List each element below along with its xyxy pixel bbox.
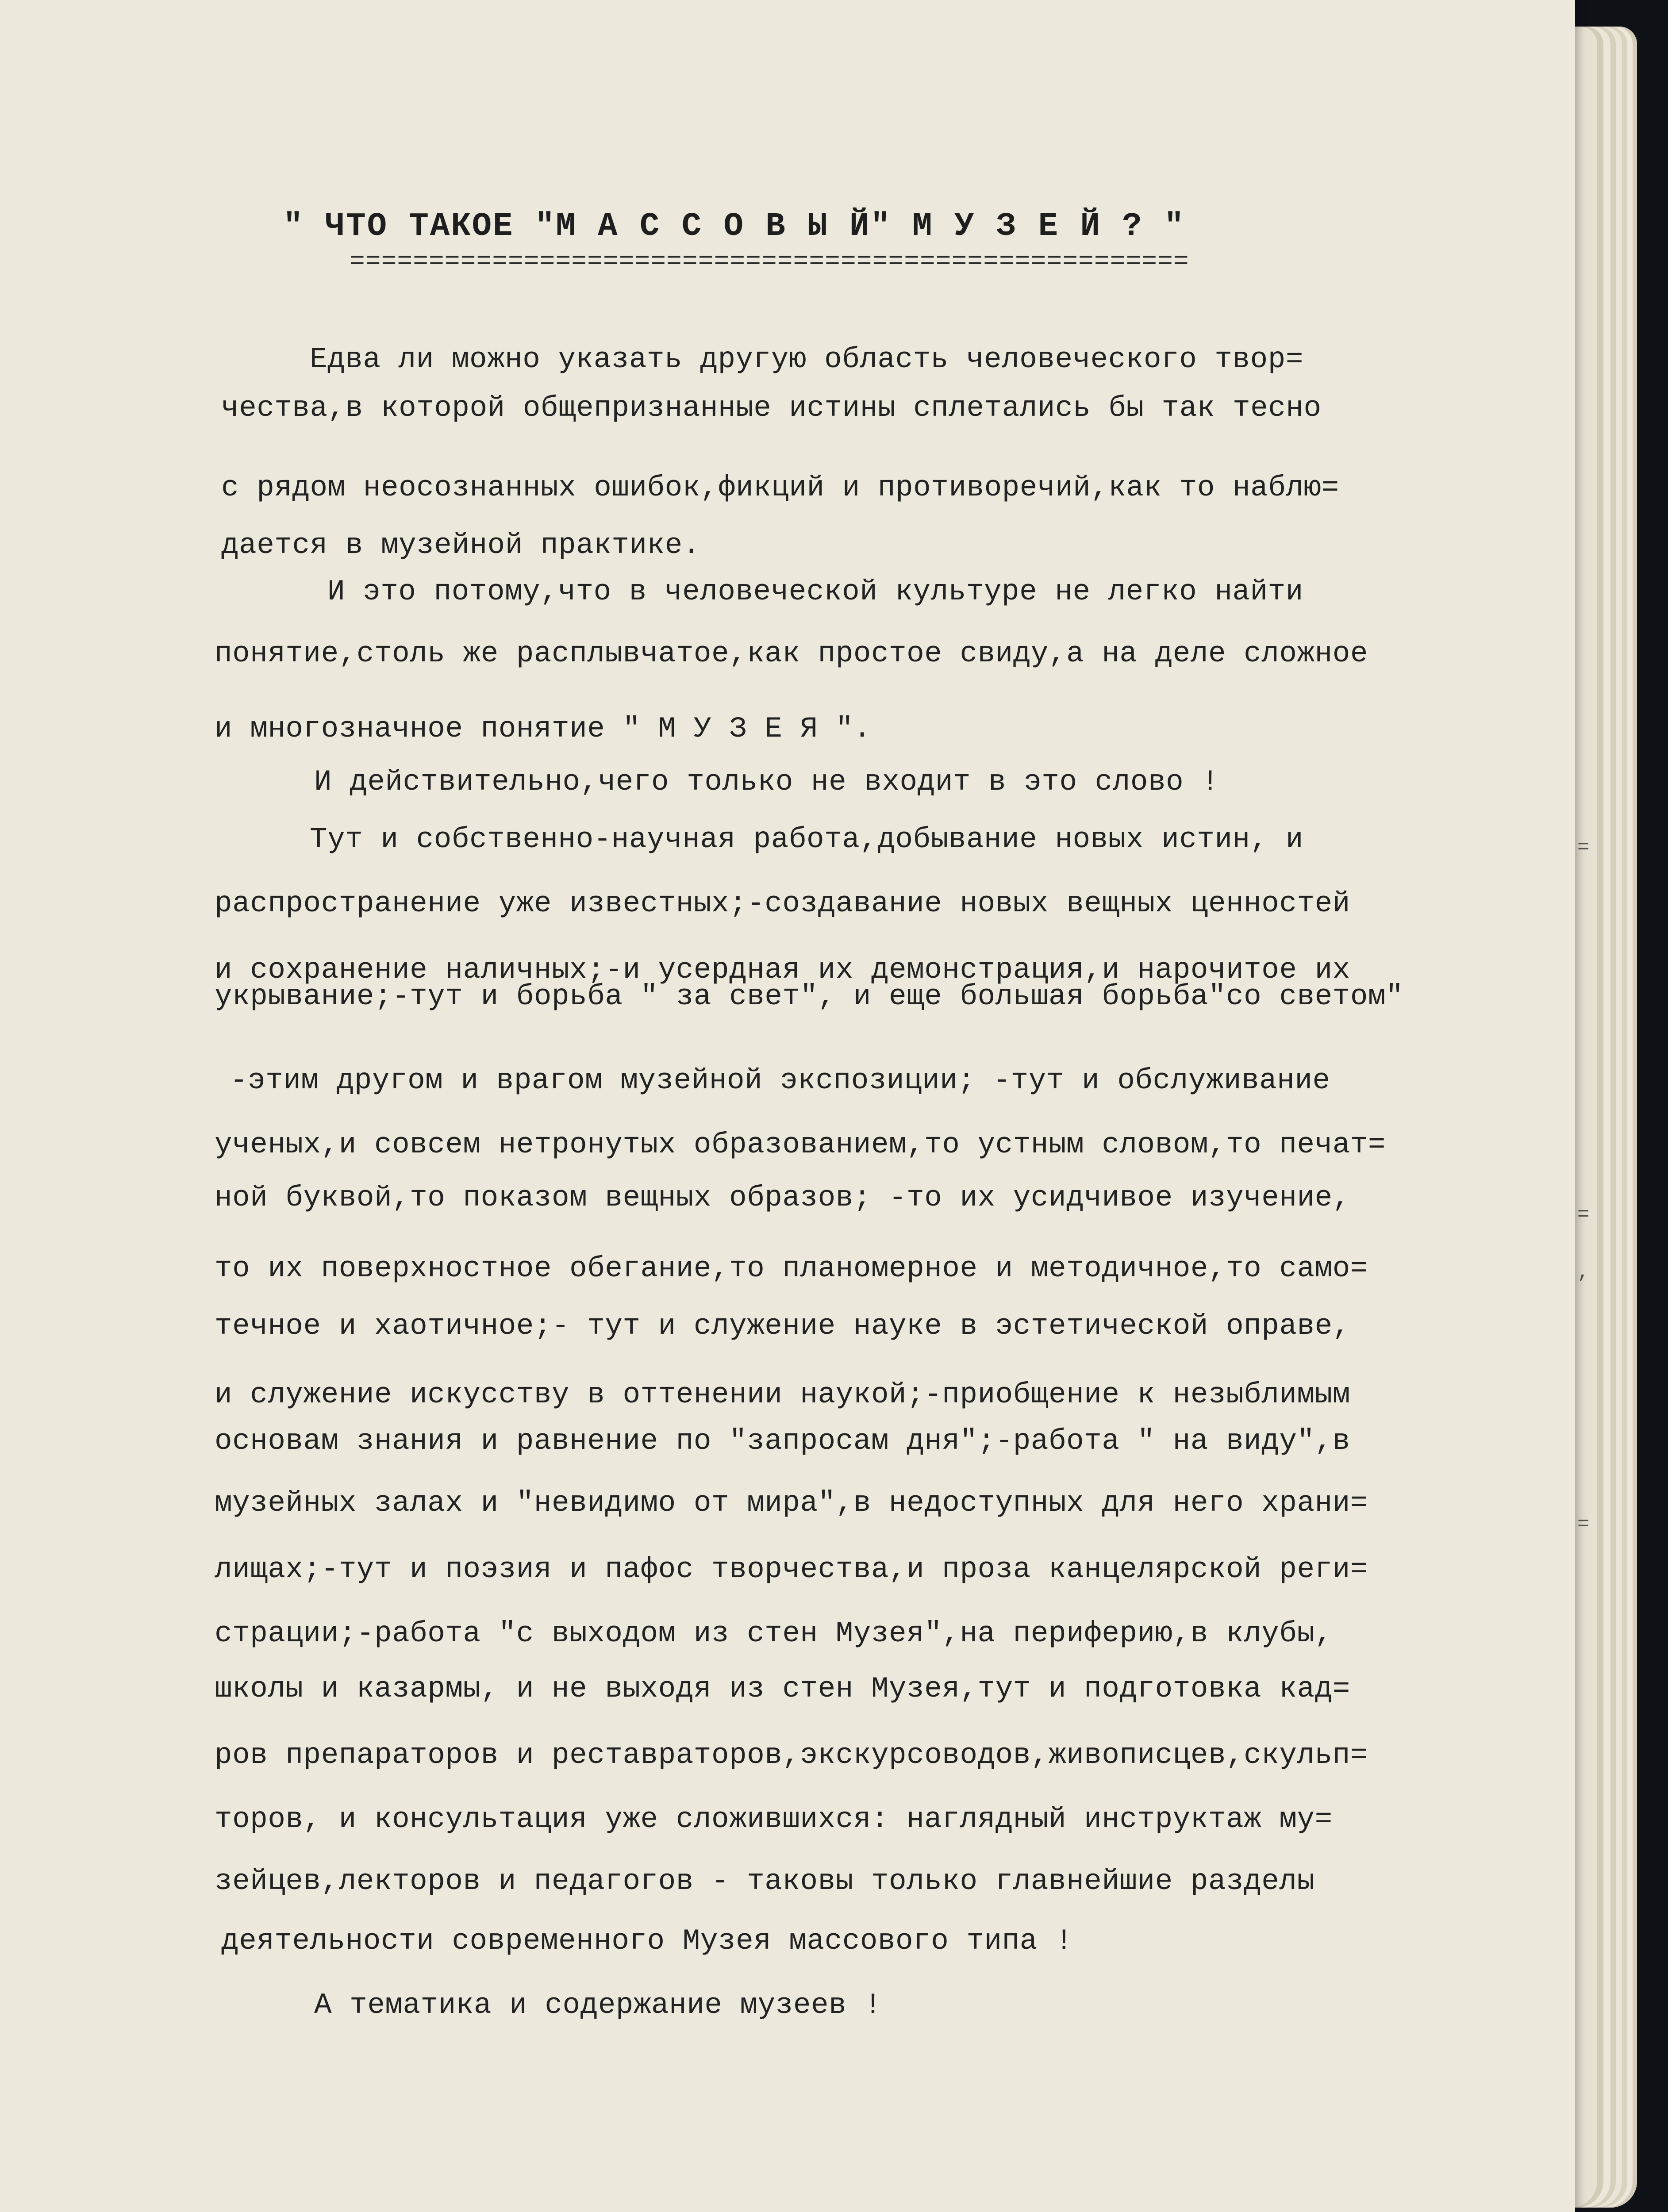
text-line: укрывание;-тут и борьба " за свет", и еще большая борьба"со светом" (215, 980, 1404, 1013)
title-underline: ===================================================== (350, 248, 1189, 276)
text-line: Тут и собственно-научная работа,добывание новых истин, и (310, 823, 1303, 856)
text-line: школы и казармы, и не выходя из стен Музея,тут и подготовка кад= (215, 1672, 1350, 1705)
text-line: И действительно,чего только не входит в это слово ! (314, 765, 1219, 799)
text-line: ров препараторов и реставраторов,экскурсоводов,живописцев,скульп= (215, 1739, 1368, 1772)
text-line: И это потому,что в человеческой культуре не легко найти (327, 575, 1303, 608)
text-line: и служение искусству в оттенении наукой;-приобщение к незыблимым (215, 1378, 1350, 1411)
stack-mark: = (1577, 1203, 1590, 1226)
stack-mark: , (1577, 1261, 1590, 1284)
text-line: то их поверхностное обегание,то планомерное и методичное,то само= (215, 1252, 1368, 1285)
text-line: чества,в которой общепризнанные истины сплетались бы так тесно (221, 392, 1322, 425)
text-line: Едва ли можно указать другую область человеческого твор= (310, 343, 1303, 376)
text-line: и многозначное понятие " М У З Е Я ". (215, 712, 871, 745)
text-line: дается в музейной практике. (221, 529, 700, 562)
text-line: лищах;-тут и поэзия и пафос творчества,и проза канцелярской реги= (215, 1553, 1368, 1586)
text-line: ученых,и совсем нетронутых образованием,то устным словом,то печат= (215, 1128, 1386, 1161)
text-line: с рядом неосознанных ошибок,фикций и противоречий,как то наблю= (221, 471, 1339, 504)
text-line: ной буквой,то показом вещных образов; -то их усидчивое изучение, (215, 1181, 1350, 1214)
text-line: распространение уже известных;-создавание новых вещных ценностей (215, 887, 1350, 920)
text-line: -этим другом и врагом музейной экспозиции; -тут и обслуживание (230, 1064, 1330, 1097)
text-line: музейных залах и "невидимо от мира",в недоступных для него храни= (215, 1486, 1368, 1520)
text-line: А тематика и содержание музеев ! (314, 1989, 882, 2022)
page-title: " ЧТО ТАКОЕ "М А С С О В Ы Й" М У З Е Й ? " (283, 208, 1185, 245)
stack-mark: = (1577, 1513, 1590, 1536)
stack-mark: = (1577, 836, 1590, 859)
text-line: страции;-работа "с выходом из стен Музея",на периферию,в клубы, (215, 1617, 1333, 1650)
text-line: течное и хаотичное;- тут и служение науке в эстетической оправе, (215, 1310, 1350, 1343)
text-line: основам знания и равнение по "запросам дня";-работа " на виду",в (215, 1425, 1350, 1458)
text-line: деятельности современного Музея массового типа ! (221, 1924, 1073, 1958)
text-line: и сохранение наличных;-и усердная их демонстрация,и нарочитое их (215, 953, 1350, 987)
text-line: понятие,столь же расплывчатое,как простое свиду,а на деле сложное (215, 637, 1368, 670)
text-line: торов, и консультация уже сложившихся: наглядный инструктаж му= (215, 1803, 1333, 1836)
text-line: зейцев,лекторов и педагогов - таковы только главнейшие разделы (215, 1865, 1315, 1898)
